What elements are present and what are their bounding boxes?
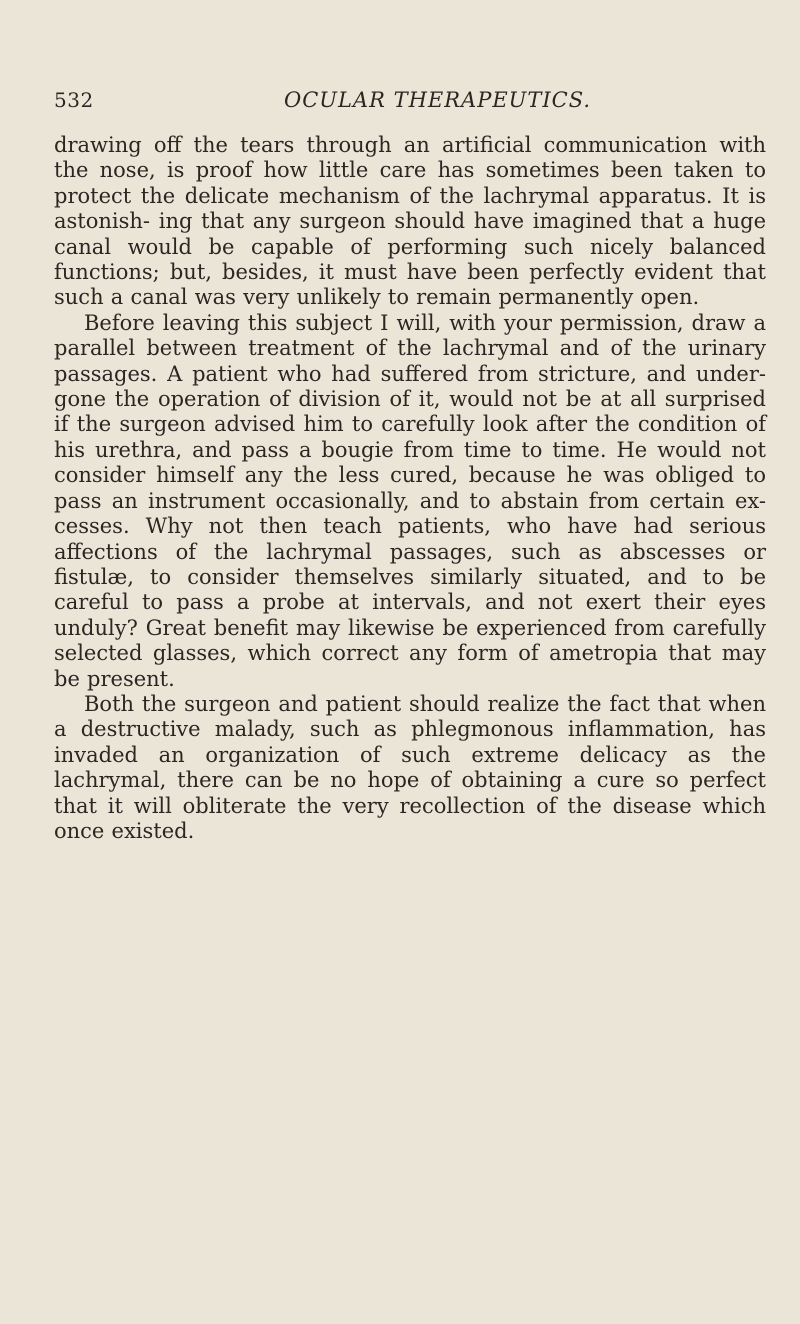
running-title: OCULAR THERAPEUTICS. xyxy=(284,88,592,112)
body-text xyxy=(54,133,766,844)
page-header xyxy=(54,86,766,116)
paragraph-2: Before leaving this subject I will, with your permission, draw a parallel between treatment of the lachrymal and of the urinary passages. A patient who had suffered from stricture, and under- gone the operation of division of it, would not be at all surprised if the surgeon advised him to carefully look after the condition of his urethra, and pass a bougie from time to time. He would not consider himself any the less cured, because he was obliged to pass an instrument occasionally, and to abstain from certain ex- cesses. Why not then teach patients, who have had serious affections of the lachrymal passages, such as abscesses or fistulæ, to consider themselves similarly situated, and to be careful to pass a probe at intervals, and not exert their eyes unduly? Great benefit may likewise be experienced from carefully selected glasses, which correct any form of ametropia that may be present. xyxy=(54,310,766,691)
page-number: 532 xyxy=(54,88,94,112)
paragraph-1: drawing off the tears through an artificial communication with the nose, is proof how little care has sometimes been taken to protect the delicate mechanism of the lachrymal apparatus. It is astonish- ing that any surgeon should have imagined that a huge canal would be capable of performing such nicely balanced functions; but, besides, it must have been perfectly evident that such a canal was very unlikely to remain permanently open. xyxy=(54,133,766,310)
paragraph-3: Both the surgeon and patient should realize the fact that when a destructive malady, such as phlegmonous inflammation, has invaded an organization of such extreme delicacy as the lachrymal, there can be no hope of obtaining a cure so perfect that it will obliterate the very recollection of the disease which once existed. xyxy=(54,691,766,843)
